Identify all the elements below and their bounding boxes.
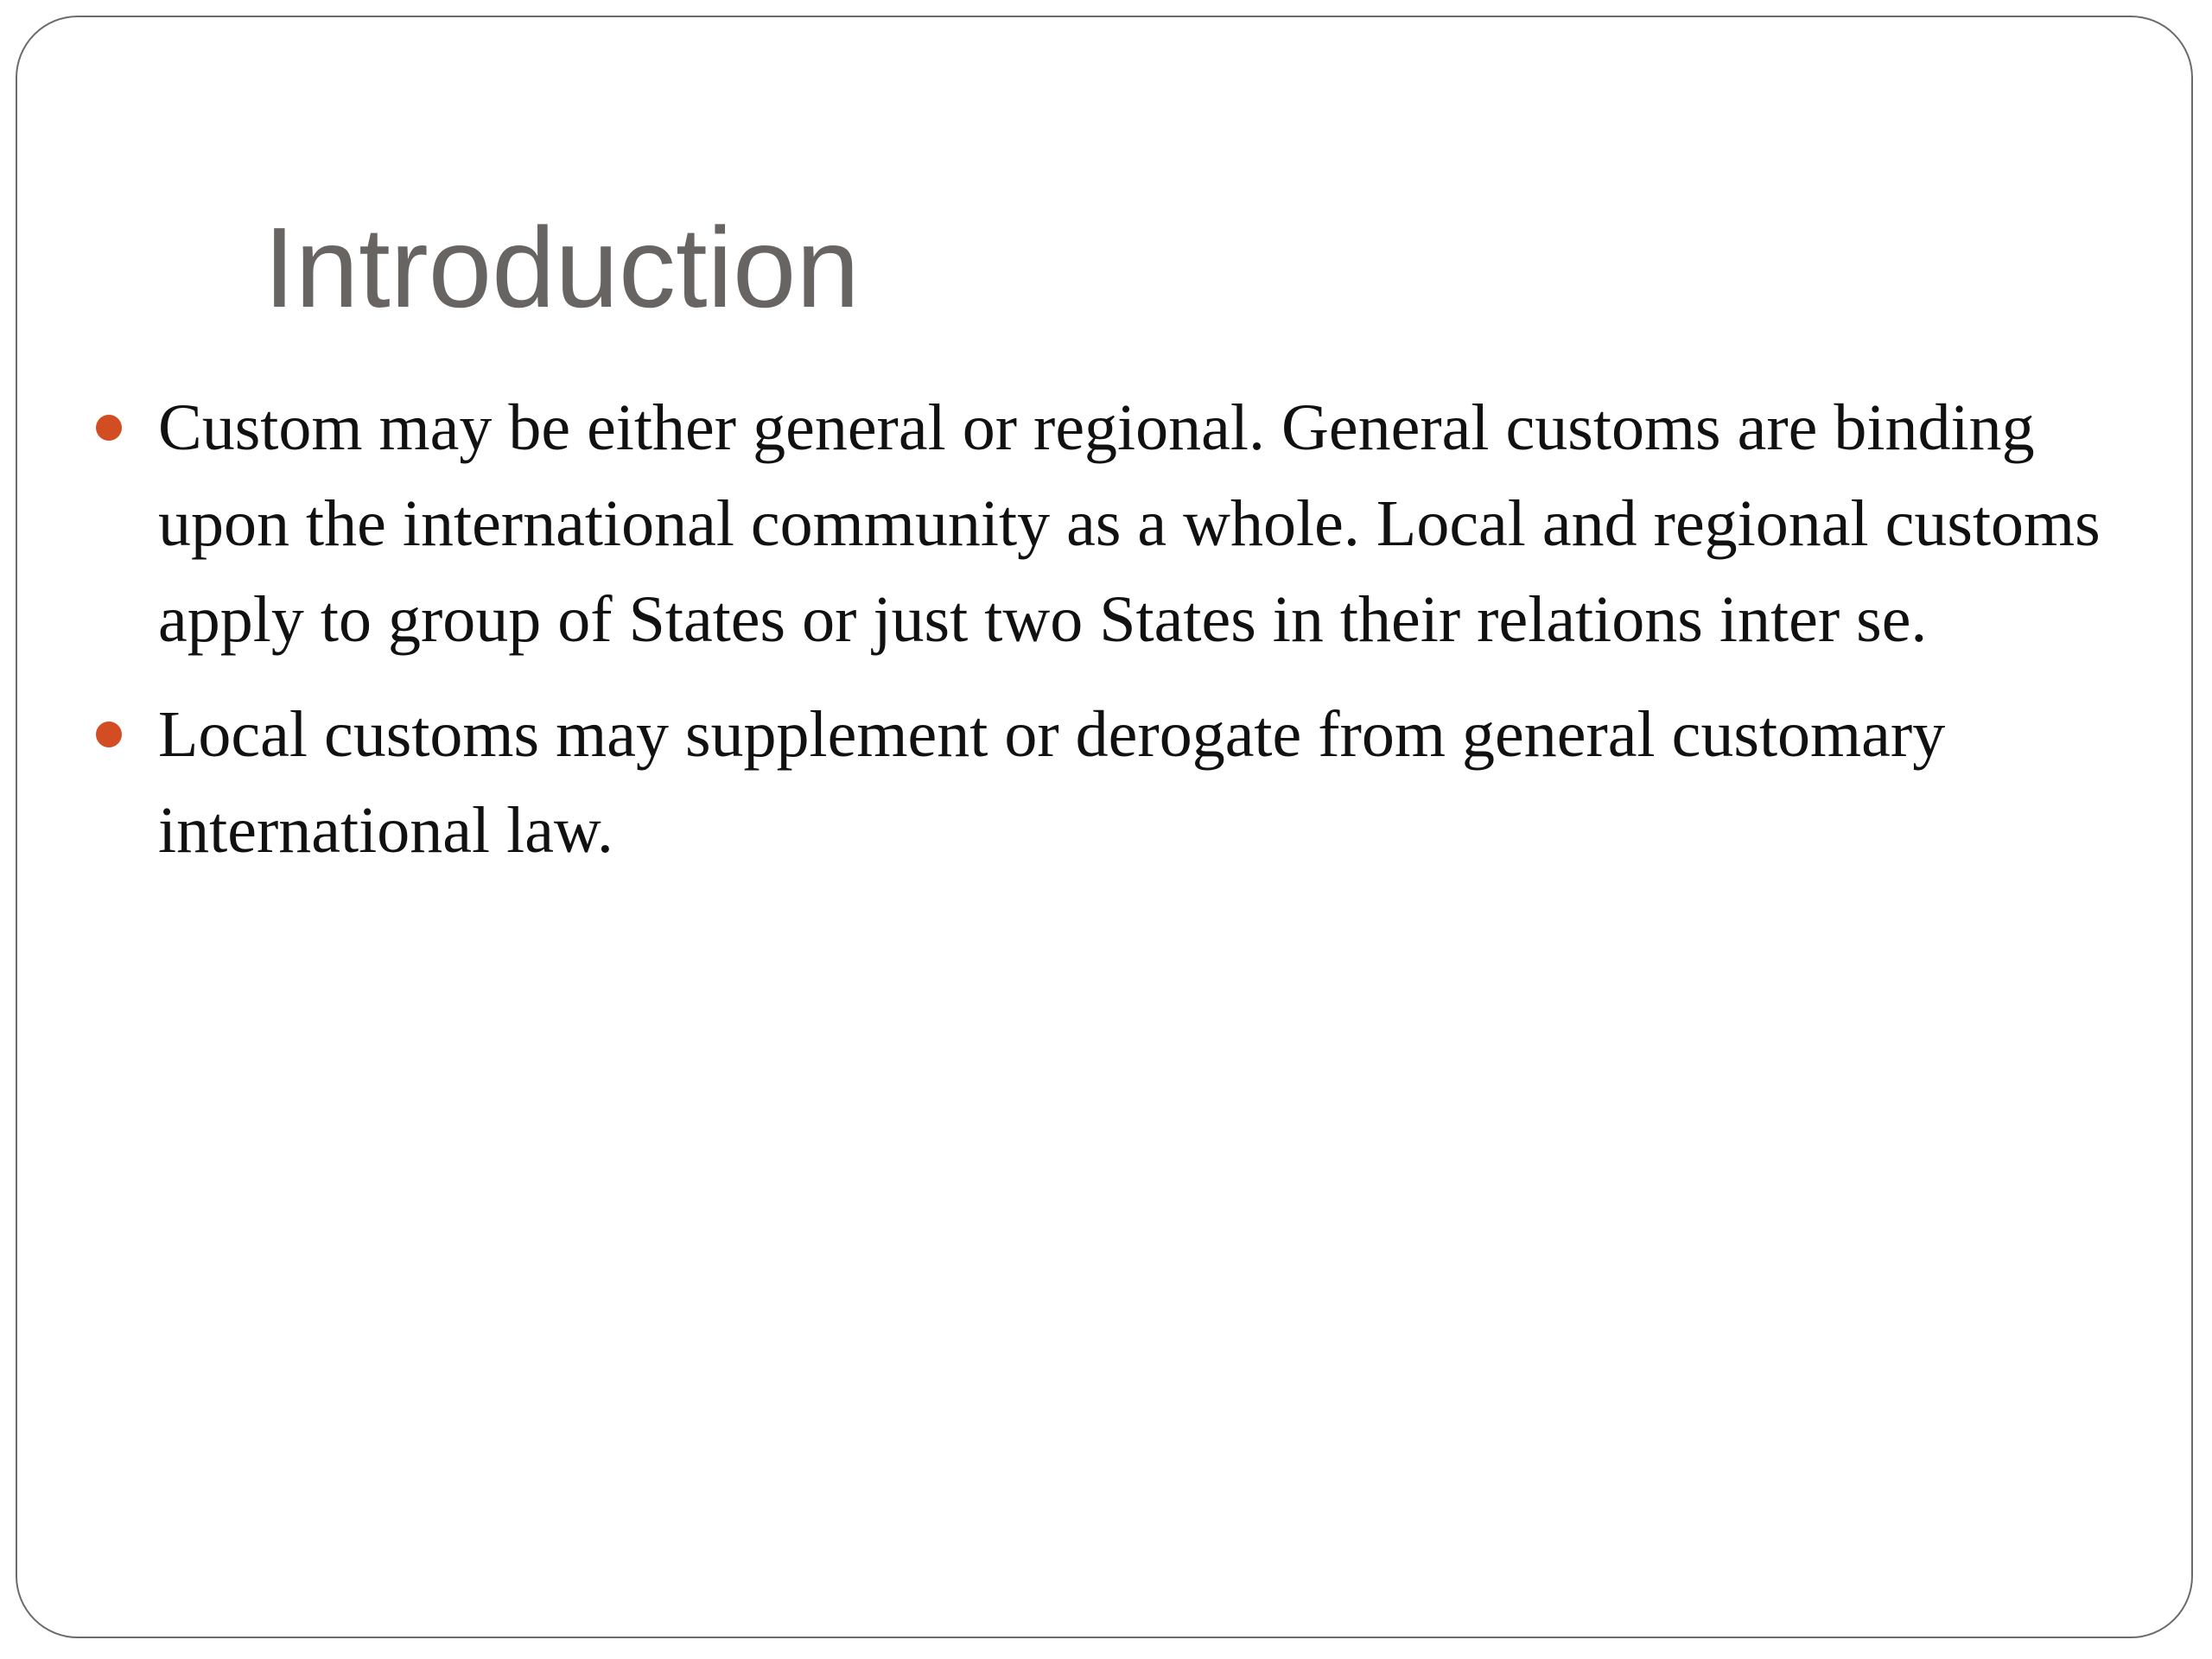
bullet-text: Local customs may supplement or derogate from general customary international law.: [158, 698, 1946, 867]
bullet-dot-icon: [96, 721, 122, 747]
bullet-item: [158, 380, 2145, 668]
bullet-item: [158, 687, 2145, 879]
slide: [16, 16, 2193, 1638]
bullet-text: Custom may be either general or regional. General customs are binding upon the international community as a whole. Local and regional customs apply to group of States or just two States in their relations inter se.: [158, 391, 2101, 656]
bullet-dot-icon: [96, 415, 122, 441]
slide-title: Introduction: [264, 204, 860, 331]
bullet-list: [158, 380, 2145, 898]
